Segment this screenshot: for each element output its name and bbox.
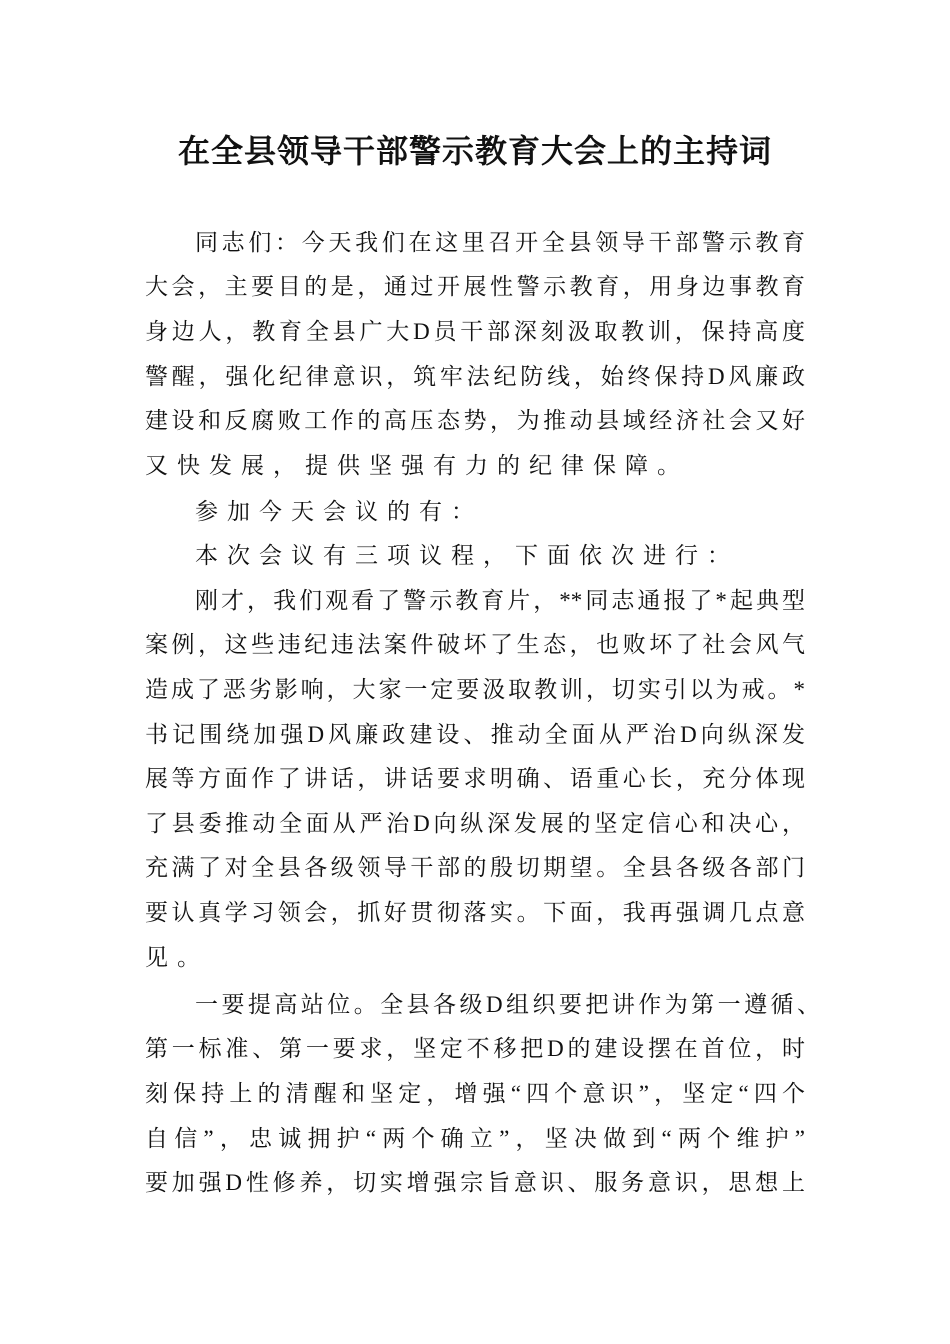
paragraph-line: 见。 (145, 945, 209, 970)
paragraph-line: 充满了对全县各级领导干部的殷切期望。全县各级各部门 (145, 855, 805, 880)
paragraph-line: 要认真学习领会，抓好贯彻落实。下面，我再强调几点意 (145, 900, 805, 925)
paragraph-line: 本次会议有三项议程，下面依次进行： (195, 543, 739, 568)
paragraph-line: 警醒，强化纪律意识，筑牢法纪防线，始终保持D风廉政 (145, 364, 805, 389)
paragraph-line: 案例，这些违纪违法案件破坏了生态，也败坏了社会风气 (145, 632, 805, 657)
paragraph-line: 第一标准、第一要求，坚定不移把D的建设摆在首位，时 (145, 1036, 805, 1061)
paragraph-line: 书记围绕加强D风廉政建设、推动全面从严治D向纵深发 (145, 722, 805, 747)
paragraph-line: 刻保持上的清醒和坚定，增强“四个意识”，坚定“四个 (145, 1081, 805, 1106)
paragraph-line: 建设和反腐败工作的高压态势，为推动县域经济社会又好 (145, 408, 805, 433)
paragraph-line: 又快发展，提供坚强有力的纪律保障。 (145, 453, 689, 478)
document-title: 在全县领导干部警示教育大会上的主持词 (177, 133, 772, 169)
paragraph-line: 身边人，教育全县广大D员干部深刻汲取教训，保持高度 (145, 319, 805, 344)
paragraph-line: 大会，主要目的是，通过开展性警示教育，用身边事教育 (145, 274, 805, 299)
paragraph-line: 刚才，我们观看了警示教育片，**同志通报了*起典型 (195, 588, 805, 613)
paragraph-line: 一要提高站位。全县各级D组织要把讲作为第一遵循、 (195, 992, 820, 1017)
paragraph-line: 自信”，忠诚拥护“两个确立”，坚决做到“两个维护” (145, 1126, 805, 1151)
paragraph-line: 了县委推动全面从严治D向纵深发展的坚定信心和决心， (145, 811, 805, 836)
paragraph-line: 展等方面作了讲话，讲话要求明确、语重心长，充分体现 (145, 766, 805, 791)
paragraph-line: 参加今天会议的有： (195, 499, 483, 524)
paragraph-line: 要加强D性修养，切实增强宗旨意识、服务意识，思想上 (145, 1170, 805, 1195)
paragraph-line: 同志们：今天我们在这里召开全县领导干部警示教育 (195, 230, 805, 255)
paragraph-line: 造成了恶劣影响，大家一定要汲取教训，切实引以为戒。* (145, 677, 805, 702)
